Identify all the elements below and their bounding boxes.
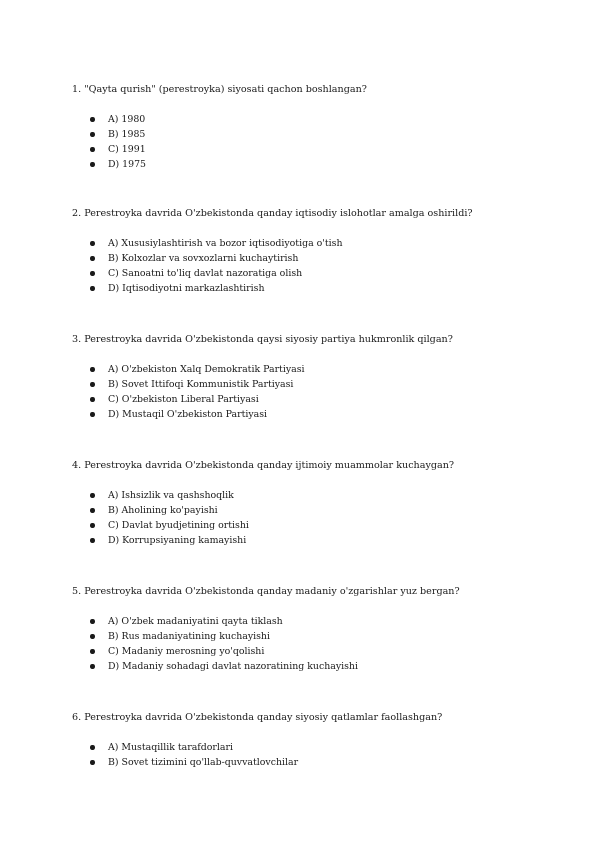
bullet-icon [90,538,95,543]
option-list [72,614,542,674]
option-label: A) O'zbekiston Xalq Demokratik Partiyasi [108,364,305,375]
list-item [72,392,542,407]
bullet-icon [90,493,95,498]
option-label: B) Sovet tizimini qo'llab-quvvatlovchilar [108,757,299,768]
question-text: 2. Perestroyka davrida O'zbekistonda qanday iqtisodiy islohotlar amalga oshirildi? [72,208,473,219]
bullet-icon [90,508,95,513]
bullet-icon [90,523,95,528]
question-1 [72,84,542,172]
bullet-icon [90,367,95,372]
option-label: A) Xususiylashtirish va bozor iqtisodiyotiga o'tish [108,238,343,249]
bullet-icon [90,132,95,137]
bullet-icon [90,162,95,167]
option-label: C) Madaniy merosning yo'qolishi [108,646,265,657]
question-2 [72,208,542,296]
option-label: D) Korrupsiyaning kamayishi [108,535,247,546]
list-item [72,644,542,659]
list-item [72,362,542,377]
option-list [72,362,542,422]
option-list [72,488,542,548]
question-6 [72,712,542,770]
option-label: A) Ishsizlik va qashshoqlik [108,490,234,501]
option-list [72,236,542,296]
bullet-icon [90,619,95,624]
option-label: D) 1975 [108,159,147,170]
question-text: 1. "Qayta qurish" (perestroyka) siyosati qachon boshlangan? [72,84,367,95]
option-label: A) 1980 [108,114,146,125]
question-text: 4. Perestroyka davrida O'zbekistonda qanday ijtimoiy muammolar kuchaygan? [72,460,455,471]
question-4 [72,460,542,548]
list-item [72,377,542,392]
option-label: A) O'zbek madaniyatini qayta tiklash [108,616,283,627]
bullet-icon [90,745,95,750]
question-3 [72,334,542,422]
bullet-icon [90,241,95,246]
list-item [72,659,542,674]
list-item [72,142,542,157]
bullet-icon [90,286,95,291]
question-text: 3. Perestroyka davrida O'zbekistonda qaysi siyosiy partiya hukmronlik qilgan? [72,334,453,345]
bullet-icon [90,271,95,276]
bullet-icon [90,649,95,654]
option-label: B) 1985 [108,129,146,140]
option-list [72,740,542,770]
list-item [72,251,542,266]
list-item [72,236,542,251]
option-label: B) Rus madaniyatining kuchayishi [108,631,270,642]
option-list [72,112,542,172]
list-item [72,266,542,281]
option-label: C) Davlat byudjetining ortishi [108,520,249,531]
list-item [72,112,542,127]
bullet-icon [90,117,95,122]
list-item [72,488,542,503]
option-label: B) Sovet Ittifoqi Kommunistik Partiyasi [108,379,294,390]
option-label: B) Kolxozlar va sovxozlarni kuchaytirish [108,253,299,264]
list-item [72,407,542,422]
question-text: 5. Perestroyka davrida O'zbekistonda qanday madaniy o'zgarishlar yuz bergan? [72,586,460,597]
bullet-icon [90,382,95,387]
bullet-icon [90,760,95,765]
list-item [72,614,542,629]
question-5 [72,586,542,674]
list-item [72,533,542,548]
option-label: A) Mustaqillik tarafdorlari [108,742,233,753]
list-item [72,127,542,142]
option-label: D) Mustaqil O'zbekiston Partiyasi [108,409,268,420]
bullet-icon [90,397,95,402]
list-item [72,503,542,518]
bullet-icon [90,664,95,669]
list-item [72,518,542,533]
option-label: D) Madaniy sohadagi davlat nazoratining kuchayishi [108,661,358,672]
option-label: B) Aholining ko'payishi [108,505,218,516]
option-label: C) Sanoatni to'liq davlat nazoratiga olish [108,268,303,279]
list-item [72,157,542,172]
bullet-icon [90,256,95,261]
option-label: C) O'zbekiston Liberal Partiyasi [108,394,259,405]
bullet-icon [90,634,95,639]
bullet-icon [90,147,95,152]
option-label: D) Iqtisodiyotni markazlashtirish [108,283,265,294]
bullet-icon [90,412,95,417]
list-item [72,281,542,296]
list-item [72,755,542,770]
list-item [72,740,542,755]
list-item [72,629,542,644]
question-text: 6. Perestroyka davrida O'zbekistonda qanday siyosiy qatlamlar faollashgan? [72,712,443,723]
option-label: C) 1991 [108,144,146,155]
